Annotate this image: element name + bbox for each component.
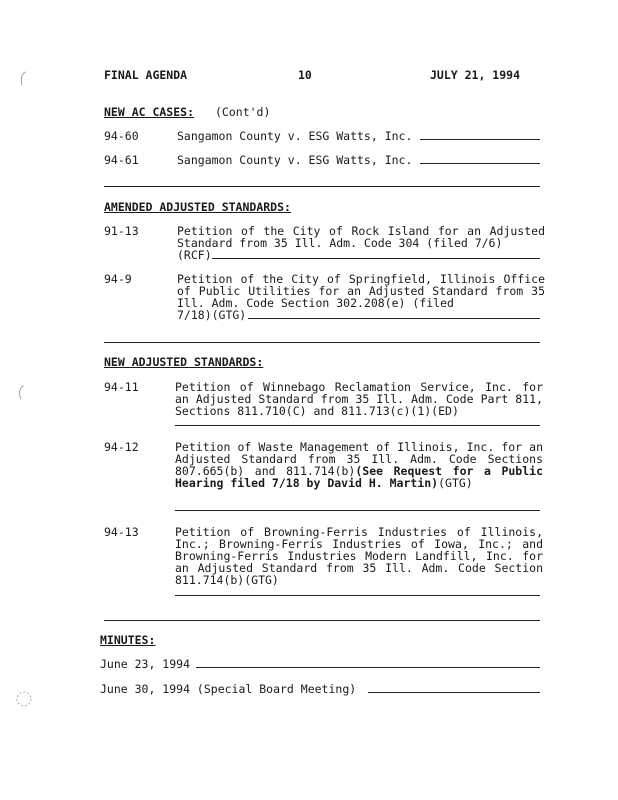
case-number: 94-11: [104, 380, 139, 394]
signature-line: [248, 318, 540, 319]
section-heading-new-ac: NEW AC CASES:: [104, 105, 195, 119]
case-title: Sangamon County v. ESG Watts, Inc.: [177, 129, 413, 143]
minutes-entry: June 23, 1994: [100, 657, 191, 671]
case-number: 94-60: [104, 129, 139, 143]
case-title: Petition of the City of Rock Island for an Adjusted Standard from 35 Ill. Adm. Code 304 (filed 7/6): [177, 224, 552, 250]
scan-mark-icon: [18, 70, 28, 88]
signature-line: [420, 139, 540, 140]
case-number: 94-12: [104, 440, 139, 454]
case-tail: 7/18)(GTG): [177, 308, 247, 322]
case-title: Sangamon County v. ESG Watts, Inc.: [177, 153, 413, 167]
signature-line: [175, 510, 540, 511]
signature-line: [368, 692, 540, 693]
signature-line: [212, 258, 540, 259]
case-number: 94-9: [104, 272, 132, 286]
case-title: Petition of the City of Springfield, Illinois Office of Public Utilities for an Adjusted Standard from 35 Ill. Adm. Code Section 302.208(e) (filed: [177, 272, 552, 310]
scan-mark-icon: [16, 384, 26, 402]
section-heading-suffix: (Cont'd): [215, 105, 271, 119]
signature-line: [420, 163, 540, 164]
page-number: 10: [298, 68, 312, 82]
minutes-entry: June 30, 1994 (Special Board Meeting): [100, 682, 357, 696]
section-heading-amended: AMENDED ADJUSTED STANDARDS:: [104, 200, 291, 214]
scan-mark-icon: [14, 688, 34, 710]
case-note: (See Request for a Public Hearing filed 7/18 by David H. Martin): [175, 464, 550, 490]
case-title: Petition of Winnebago Reclamation Service, Inc. for an Adjusted Standard from 35 Ill. Adm. Code Part 811, Sections 811.710(C) and 811.713(c)(1)(ED): [175, 380, 550, 418]
signature-line: [175, 425, 540, 426]
header-title: FINAL AGENDA: [104, 68, 188, 82]
case-tail: (RCF): [177, 248, 212, 262]
case-number: 94-61: [104, 153, 139, 167]
section-heading-new-adjusted: NEW ADJUSTED STANDARDS:: [104, 355, 264, 369]
case-tail: (GTG): [438, 476, 473, 490]
case-number: 94-13: [104, 525, 139, 539]
header-date: JULY 21, 1994: [430, 68, 521, 82]
section-divider: [104, 342, 540, 343]
signature-line: [196, 667, 540, 668]
section-divider: [104, 620, 540, 621]
case-text: Petition of Waste Management of Illinois, Inc. for an Adjusted Standard from 35 Ill. Adm. Code Sections 807.665(b) and 811.714(b): [175, 440, 550, 478]
case-number: 91-13: [104, 224, 139, 238]
signature-line: [175, 595, 540, 596]
section-divider: [104, 186, 540, 187]
case-title: Petition of Browning-Ferris Industries of Illinois, Inc.; Browning-Ferris Industries of Iowa, Inc.; and Browning-Ferris Industries Modern Landfill, Inc. for an Adjusted Standard from 35 Ill. Adm. Code Section 811.714(b)(GTG): [175, 525, 550, 587]
section-heading-minutes: MINUTES:: [100, 633, 156, 647]
case-title: [175, 440, 550, 490]
